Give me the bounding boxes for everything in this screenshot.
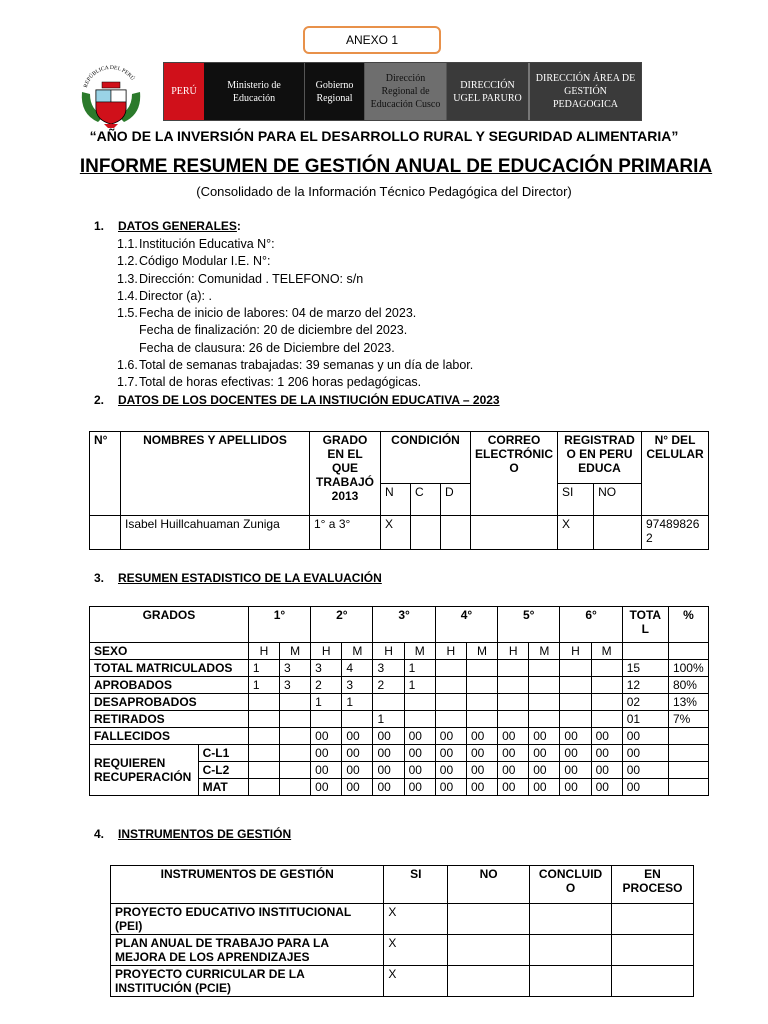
data-cell: 00 xyxy=(404,728,435,745)
data-cell: 00 xyxy=(404,745,435,762)
data-cell: 00 xyxy=(373,762,404,779)
area-line-2: GESTIÓN PEDAGOGICA xyxy=(553,86,618,110)
data-cell: 00 xyxy=(435,762,466,779)
peru-label: PERÚ xyxy=(164,63,204,120)
col-header-grade: 6° xyxy=(560,607,622,643)
col-header-total: TOTAL xyxy=(622,607,668,643)
datos-generales-list xyxy=(117,236,473,392)
data-cell: 00 xyxy=(342,762,373,779)
data-cell xyxy=(280,728,311,745)
col-header-grado: GRADO EN EL QUE TRABAJÓ 2013 xyxy=(310,432,381,516)
pct-cell xyxy=(668,728,708,745)
row-label: RETIRADOS xyxy=(90,711,249,728)
col-header-si: SI xyxy=(384,866,448,904)
data-cell xyxy=(280,779,311,796)
data-cell: 1 xyxy=(373,711,404,728)
data-cell xyxy=(248,762,279,779)
data-cell: 3 xyxy=(311,660,342,677)
col-header-cond-n: N xyxy=(381,484,411,516)
data-cell: 00 xyxy=(591,779,622,796)
concluido-cell xyxy=(530,904,612,935)
data-cell xyxy=(498,694,529,711)
page-title: INFORME RESUMEN DE GESTIÓN ANUAL DE EDUCACIÓN PRIMARIA xyxy=(79,156,713,177)
data-cell xyxy=(248,694,279,711)
col-header-concluido: CONCLUID O xyxy=(530,866,612,904)
col-header-nombres: NOMBRES Y APELLIDOS xyxy=(121,432,310,516)
pct-cell xyxy=(668,762,708,779)
data-cell: 00 xyxy=(342,728,373,745)
section-3-heading xyxy=(94,571,382,585)
sexo-cell: M xyxy=(342,643,373,660)
pct-cell: 7% xyxy=(668,711,708,728)
col-header-pct: % xyxy=(668,607,708,643)
table-row xyxy=(111,935,694,966)
data-cell xyxy=(591,677,622,694)
year-slogan: “AÑO DE LA INVERSIÓN PARA EL DESARROLLO RURAL Y SEGURIDAD ALIMENTARIA” xyxy=(89,128,679,144)
data-cell: 00 xyxy=(373,745,404,762)
data-cell: 00 xyxy=(498,762,529,779)
data-cell xyxy=(404,694,435,711)
data-cell xyxy=(466,677,497,694)
table-row xyxy=(90,516,709,550)
table-row xyxy=(111,904,694,935)
docentes-table xyxy=(89,431,709,550)
item-text: Director (a): . xyxy=(139,288,212,303)
row-label: APROBADOS xyxy=(90,677,249,694)
col-header-grade: 1° xyxy=(248,607,310,643)
data-cell: 00 xyxy=(591,728,622,745)
table-row xyxy=(90,711,709,728)
data-cell xyxy=(529,711,560,728)
total-cell: 00 xyxy=(622,762,668,779)
datos-generales-item xyxy=(117,374,473,391)
total-cell: 00 xyxy=(622,745,668,762)
page-subtitle: (Consolidado de la Información Técnico Pedagógica del Director) xyxy=(196,184,572,199)
ugel-line-1: DIRECCIÓN xyxy=(460,79,515,91)
item-number: 1.2. xyxy=(117,254,138,269)
section-2-heading xyxy=(94,393,500,407)
data-cell: 1 xyxy=(248,677,279,694)
institutional-header-strip xyxy=(163,62,642,121)
data-cell xyxy=(466,711,497,728)
item-number: 1.5. xyxy=(117,306,138,321)
no-cell xyxy=(448,904,530,935)
section-1-heading xyxy=(94,219,241,233)
cell-nombre: Isabel Huillcahuaman Zuniga xyxy=(121,516,310,550)
datos-generales-item xyxy=(117,288,473,305)
data-cell: 1 xyxy=(248,660,279,677)
item-number: 1.7. xyxy=(117,375,138,390)
gobierno-line-1: Gobierno xyxy=(315,79,354,91)
sub-row-label: C-L2 xyxy=(198,762,248,779)
data-cell xyxy=(498,711,529,728)
item-text: Código Modular I.E. N°: xyxy=(139,254,271,269)
cell-correo xyxy=(471,516,558,550)
data-cell: 00 xyxy=(466,779,497,796)
data-cell: 00 xyxy=(560,779,591,796)
table-row xyxy=(111,966,694,997)
data-cell xyxy=(248,779,279,796)
item-text: Fecha de finalización: 20 de diciembre del 2023. xyxy=(139,323,408,338)
col-header-correo: CORREO ELECTRÓNIC O xyxy=(471,432,558,516)
data-cell xyxy=(560,711,591,728)
area-line-1: DIRECCIÓN ÁREA DE xyxy=(535,73,636,84)
data-cell xyxy=(529,694,560,711)
data-cell: 00 xyxy=(404,779,435,796)
col-header-instrumentos: INSTRUMENTOS DE GESTIÓN xyxy=(111,866,384,904)
sexo-cell: M xyxy=(591,643,622,660)
sexo-cell: M xyxy=(466,643,497,660)
data-cell: 00 xyxy=(466,762,497,779)
no-cell xyxy=(448,935,530,966)
data-cell: 3 xyxy=(342,677,373,694)
data-cell xyxy=(498,660,529,677)
data-cell xyxy=(373,694,404,711)
data-cell xyxy=(591,660,622,677)
sexo-cell: H xyxy=(498,643,529,660)
col-header-grade: 3° xyxy=(373,607,435,643)
data-cell: 4 xyxy=(342,660,373,677)
col-header-grade: 2° xyxy=(311,607,373,643)
data-cell xyxy=(280,694,311,711)
total-cell xyxy=(622,643,668,660)
instrumento-label: PLAN ANUAL DE TRABAJO PARA LA MEJORA DE LOS APRENDIZAJES xyxy=(111,935,384,966)
table-row xyxy=(90,745,709,762)
ugel-line-2: UGEL PARURO xyxy=(453,92,522,104)
data-cell xyxy=(248,745,279,762)
data-cell: 00 xyxy=(373,728,404,745)
direccion-regional-label: Dirección Regional de Educación Cusco xyxy=(364,63,446,120)
data-cell: 00 xyxy=(311,779,342,796)
gobierno-regional-label xyxy=(304,63,364,120)
sexo-cell: H xyxy=(373,643,404,660)
section-label: RESUMEN ESTADISTICO DE LA EVALUACIÓN xyxy=(118,571,382,585)
data-cell xyxy=(435,694,466,711)
data-cell: 00 xyxy=(529,779,560,796)
col-header-en-proceso: EN PROCESO xyxy=(612,866,694,904)
data-cell: 1 xyxy=(342,694,373,711)
cell-cond-n: X xyxy=(381,516,411,550)
svg-text:REPÚBLICA DEL PERÚ: REPÚBLICA DEL PERÚ xyxy=(82,64,136,89)
data-cell: 00 xyxy=(560,728,591,745)
concluido-cell xyxy=(530,966,612,997)
data-cell xyxy=(248,728,279,745)
data-cell xyxy=(404,711,435,728)
data-cell: 2 xyxy=(311,677,342,694)
row-label: SEXO xyxy=(90,643,249,660)
item-text: Total de semanas trabajadas: 39 semanas y un día de labor. xyxy=(139,358,474,373)
cell-grado: 1° a 3° xyxy=(310,516,381,550)
data-cell xyxy=(435,711,466,728)
data-cell: 3 xyxy=(280,677,311,694)
col-header-cond-d: D xyxy=(441,484,471,516)
data-cell xyxy=(591,694,622,711)
data-cell xyxy=(280,711,311,728)
data-cell xyxy=(280,762,311,779)
data-cell: 00 xyxy=(311,762,342,779)
data-cell: 00 xyxy=(311,728,342,745)
section-number: 3. xyxy=(94,571,105,585)
gobierno-line-2: Regional xyxy=(316,92,353,104)
data-cell: 1 xyxy=(311,694,342,711)
data-cell xyxy=(498,677,529,694)
pct-cell xyxy=(668,643,708,660)
data-cell: 00 xyxy=(529,728,560,745)
pct-cell: 13% xyxy=(668,694,708,711)
section-colon: : xyxy=(236,219,241,233)
col-header-no: NO xyxy=(448,866,530,904)
data-cell xyxy=(560,660,591,677)
item-number: 1.6. xyxy=(117,358,138,373)
data-cell xyxy=(560,694,591,711)
cell-reg-no xyxy=(594,516,642,550)
col-header-cond-c: C xyxy=(411,484,441,516)
data-cell: 1 xyxy=(404,660,435,677)
pct-cell xyxy=(668,745,708,762)
total-cell: 12 xyxy=(622,677,668,694)
sexo-cell: M xyxy=(280,643,311,660)
col-header-celular: N° DEL CELULAR xyxy=(642,432,709,516)
data-cell xyxy=(560,677,591,694)
sexo-cell: H xyxy=(435,643,466,660)
data-cell: 00 xyxy=(498,779,529,796)
ministerio-label: Ministerio de Educación xyxy=(204,63,304,120)
col-header-reg-si: SI xyxy=(558,484,594,516)
cell-celular: 974898262 xyxy=(642,516,709,550)
data-cell: 00 xyxy=(591,745,622,762)
data-cell xyxy=(435,677,466,694)
datos-generales-item xyxy=(117,357,473,374)
data-cell: 00 xyxy=(529,745,560,762)
col-header-grados: GRADOS xyxy=(90,607,249,643)
total-cell: 00 xyxy=(622,779,668,796)
data-cell: 00 xyxy=(342,779,373,796)
coat-of-arms-logo xyxy=(78,64,144,128)
sexo-cell: H xyxy=(311,643,342,660)
data-cell xyxy=(529,677,560,694)
datos-generales-item xyxy=(117,236,473,253)
sexo-cell: H xyxy=(248,643,279,660)
data-cell: 00 xyxy=(498,745,529,762)
data-cell xyxy=(466,694,497,711)
section-number: 2. xyxy=(94,393,105,407)
data-cell: 00 xyxy=(435,779,466,796)
row-label: FALLECIDOS xyxy=(90,728,249,745)
data-cell: 00 xyxy=(404,762,435,779)
data-cell: 3 xyxy=(280,660,311,677)
data-cell xyxy=(591,711,622,728)
datos-generales-item xyxy=(117,253,473,270)
data-cell: 00 xyxy=(560,745,591,762)
section-number: 1. xyxy=(94,219,105,233)
item-text: Total de horas efectivas: 1 206 horas pedagógicas. xyxy=(139,375,422,390)
sub-row-label: C-L1 xyxy=(198,745,248,762)
en-proceso-cell xyxy=(612,966,694,997)
no-cell xyxy=(448,966,530,997)
col-header-n: N° xyxy=(90,432,121,516)
item-text: Dirección: Comunidad . TELEFONO: s/n xyxy=(139,271,364,286)
instrumentos-table xyxy=(110,865,694,997)
data-cell xyxy=(248,711,279,728)
section-label: DATOS GENERALES xyxy=(118,219,237,233)
pct-cell: 80% xyxy=(668,677,708,694)
item-text: Institución Educativa N°: xyxy=(139,237,275,251)
col-header-reg-no: NO xyxy=(594,484,642,516)
data-cell: 00 xyxy=(560,762,591,779)
direccion-area-label xyxy=(528,63,641,120)
total-cell: 15 xyxy=(622,660,668,677)
col-header-condicion: CONDICIÓN xyxy=(381,432,471,484)
instrumento-label: PROYECTO CURRICULAR DE LA INSTITUCIÓN (PCIE) xyxy=(111,966,384,997)
data-cell xyxy=(280,745,311,762)
data-cell: 3 xyxy=(373,660,404,677)
table-row xyxy=(90,728,709,745)
data-cell: 00 xyxy=(435,728,466,745)
sexo-cell: H xyxy=(560,643,591,660)
requieren-recuperacion-label: REQUIEREN RECUPERACIÓN xyxy=(90,745,199,796)
en-proceso-cell xyxy=(612,935,694,966)
data-cell: 2 xyxy=(373,677,404,694)
concluido-cell xyxy=(530,935,612,966)
data-cell: 1 xyxy=(404,677,435,694)
datos-generales-item xyxy=(117,322,473,339)
instrumento-label: PROYECTO EDUCATIVO INSTITUCIONAL (PEI) xyxy=(111,904,384,935)
section-number: 4. xyxy=(94,827,105,841)
row-label: TOTAL MATRICULADOS xyxy=(90,660,249,677)
data-cell: 00 xyxy=(529,762,560,779)
data-cell xyxy=(466,660,497,677)
col-header-grade: 5° xyxy=(498,607,560,643)
data-cell: 00 xyxy=(311,745,342,762)
data-cell xyxy=(435,660,466,677)
cell-reg-si: X xyxy=(558,516,594,550)
pct-cell xyxy=(668,779,708,796)
item-number: 1.3. xyxy=(117,271,138,286)
table-row xyxy=(90,677,709,694)
section-4-heading xyxy=(94,827,291,841)
cell-cond-d xyxy=(441,516,471,550)
data-cell: 00 xyxy=(498,728,529,745)
sexo-cell: M xyxy=(529,643,560,660)
data-cell xyxy=(529,660,560,677)
si-cell: X xyxy=(384,935,448,966)
ugel-label xyxy=(446,63,528,120)
en-proceso-cell xyxy=(612,904,694,935)
section-label: DATOS DE LOS DOCENTES DE LA INSTIUCIÓN EDUCATIVA – 2023 xyxy=(118,393,500,407)
data-cell xyxy=(311,711,342,728)
si-cell: X xyxy=(384,966,448,997)
col-header-grade: 4° xyxy=(435,607,497,643)
sexo-row xyxy=(90,643,709,660)
cell-n xyxy=(90,516,121,550)
sub-row-label: MAT xyxy=(198,779,248,796)
pct-cell: 100% xyxy=(668,660,708,677)
row-label: DESAPROBADOS xyxy=(90,694,249,711)
total-cell: 00 xyxy=(622,728,668,745)
data-cell: 00 xyxy=(373,779,404,796)
item-number: 1.4. xyxy=(117,288,138,303)
table-row xyxy=(90,660,709,677)
cell-cond-c xyxy=(411,516,441,550)
item-text: Fecha de inicio de labores: 04 de marzo del 2023. xyxy=(139,306,417,321)
total-cell: 01 xyxy=(622,711,668,728)
evaluacion-table xyxy=(89,606,709,796)
datos-generales-item xyxy=(117,305,473,322)
col-header-registrado: REGISTRAD O EN PERU EDUCA xyxy=(558,432,642,484)
datos-generales-item xyxy=(117,340,473,357)
section-label: INSTRUMENTOS DE GESTIÓN xyxy=(118,827,292,841)
datos-generales-item xyxy=(117,271,473,288)
item-number: 1.1. xyxy=(117,237,138,251)
total-cell: 02 xyxy=(622,694,668,711)
table-row xyxy=(90,694,709,711)
data-cell: 00 xyxy=(435,745,466,762)
data-cell: 00 xyxy=(591,762,622,779)
data-cell: 00 xyxy=(466,745,497,762)
data-cell: 00 xyxy=(466,728,497,745)
si-cell: X xyxy=(384,904,448,935)
item-text: Fecha de clausura: 26 de Diciembre del 2023. xyxy=(139,340,395,355)
sexo-cell: M xyxy=(404,643,435,660)
data-cell: 00 xyxy=(342,745,373,762)
anexo-label: ANEXO 1 xyxy=(303,26,441,54)
data-cell xyxy=(342,711,373,728)
